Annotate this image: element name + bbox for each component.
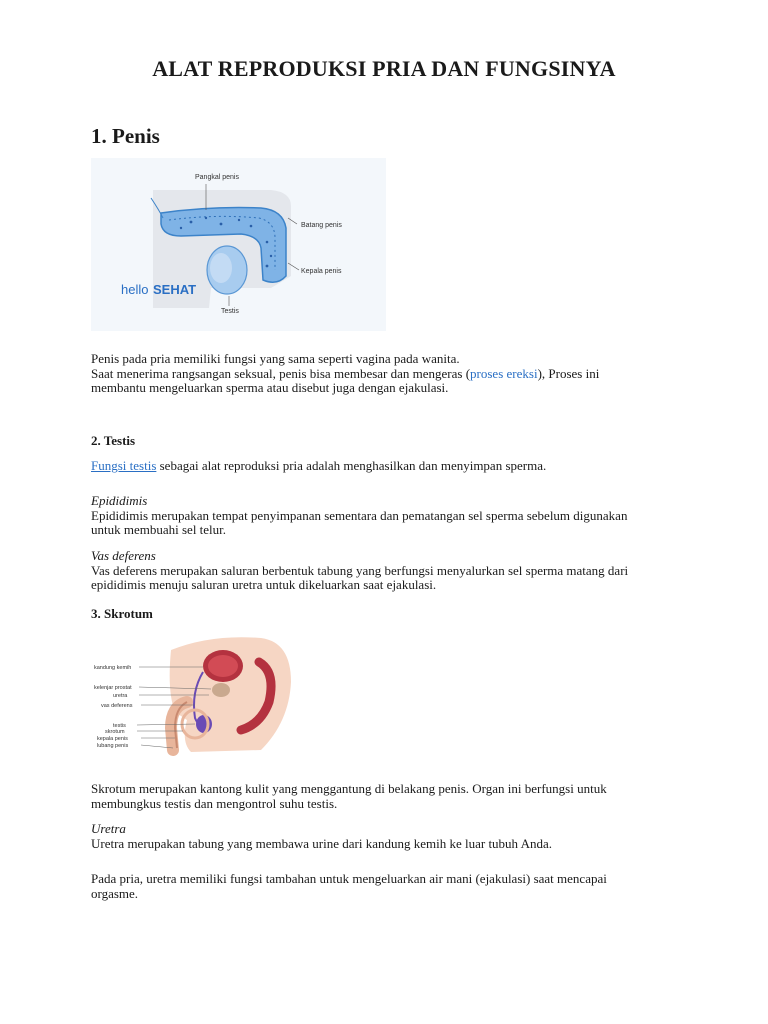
label-kelenjar-prostat: kelenjar prostat — [94, 685, 132, 691]
label-pangkal-penis: Pangkal penis — [195, 174, 239, 181]
label-kepala-penis: Kepala penis — [301, 268, 342, 275]
epididimis-title: Epididimis — [91, 493, 148, 508]
testis-paragraph: Fungsi testis sebagai alat reproduksi pria adalah menghasilkan dan menyimpan sperma. — [91, 458, 547, 473]
vas-deferens-text-line-1: Vas deferens merupakan saluran berbentuk tabung yang berfungsi menyalurkan sel sperma matang dari — [91, 562, 629, 578]
penis-anatomy-illustration — [91, 158, 386, 331]
skrotum-text-line-1: Skrotum merupakan kantong kulit yang menggantung di belakang penis. Organ ini berfungsi untuk — [91, 781, 607, 796]
epididimis-block — [91, 494, 681, 538]
uretra-text: Uretra merupakan tabung yang membawa urine dari kandung kemih ke luar tubuh Anda. — [91, 835, 552, 851]
page-title: ALAT REPRODUKSI PRIA DAN FUNGSINYA — [152, 56, 616, 81]
proses-ereksi-link[interactable]: proses ereksi — [470, 365, 538, 381]
section-heading-testis: 2. Testis — [91, 433, 136, 448]
label-testis: Testis — [221, 308, 239, 315]
hellosehat-logo-hello: hello — [121, 282, 149, 297]
epididimis-text-line-1: Epididimis merupakan tempat penyimpanan sementara dan pematangan sel sperma sebelum digunakan — [91, 507, 628, 523]
penis-text-line-3: membantu mengeluarkan sperma atau disebut juga dengan ejakulasi. — [91, 380, 449, 395]
label-vas-deferens: vas deferens — [101, 703, 133, 709]
vas-deferens-block — [91, 549, 681, 593]
label-kandung-kemih: kandung kemih — [94, 665, 132, 671]
uretra-extra-line-1: Pada pria, uretra memiliki fungsi tambahan untuk mengeluarkan air mani (ejakulasi) saat mencapai — [91, 871, 607, 886]
skrotum-paragraph — [91, 782, 681, 811]
skrotum-text-line-2: membungkus testis dan mengontrol suhu testis. — [91, 795, 338, 811]
epididimis-text-line-2: untuk membuahi sel telur. — [91, 522, 227, 537]
label-uretra: uretra — [113, 693, 128, 699]
uretra-title: Uretra — [91, 821, 126, 836]
fungsi-testis-link[interactable]: Fungsi testis — [91, 458, 157, 473]
section-heading-penis: 1. Penis — [91, 124, 160, 148]
penis-paragraph — [91, 352, 681, 396]
penis-text-line-1: Penis pada pria memiliki fungsi yang sama seperti vagina pada wanita. — [91, 351, 460, 366]
reproductive-system-figure — [91, 632, 311, 757]
reproductive-system-illustration — [91, 632, 311, 757]
vas-deferens-title: Vas deferens — [91, 548, 156, 563]
uretra-extra-paragraph — [91, 872, 681, 901]
label-batang-penis: Batang penis — [301, 222, 342, 229]
uretra-block — [91, 822, 681, 851]
penis-text-line-2: Saat menerima rangsangan seksual, penis bisa membesar dan mengeras (proses ereksi), Proses ini — [91, 365, 600, 381]
hellosehat-logo-sehat: SEHAT — [153, 282, 197, 297]
label-testis-2: testis — [113, 723, 126, 729]
vas-deferens-text-line-2: epididimis menuju saluran uretra untuk dikeluarkan saat ejakulasi. — [91, 577, 437, 592]
uretra-extra-line-2: orgasme. — [91, 885, 139, 901]
section-heading-skrotum: 3. Skrotum — [91, 606, 153, 621]
label-kepala-penis-2: kepala penis — [97, 736, 128, 742]
label-lubang-penis: lubang penis — [97, 743, 129, 749]
label-skrotum: skrotum — [105, 729, 125, 735]
penis-anatomy-figure — [91, 158, 386, 331]
